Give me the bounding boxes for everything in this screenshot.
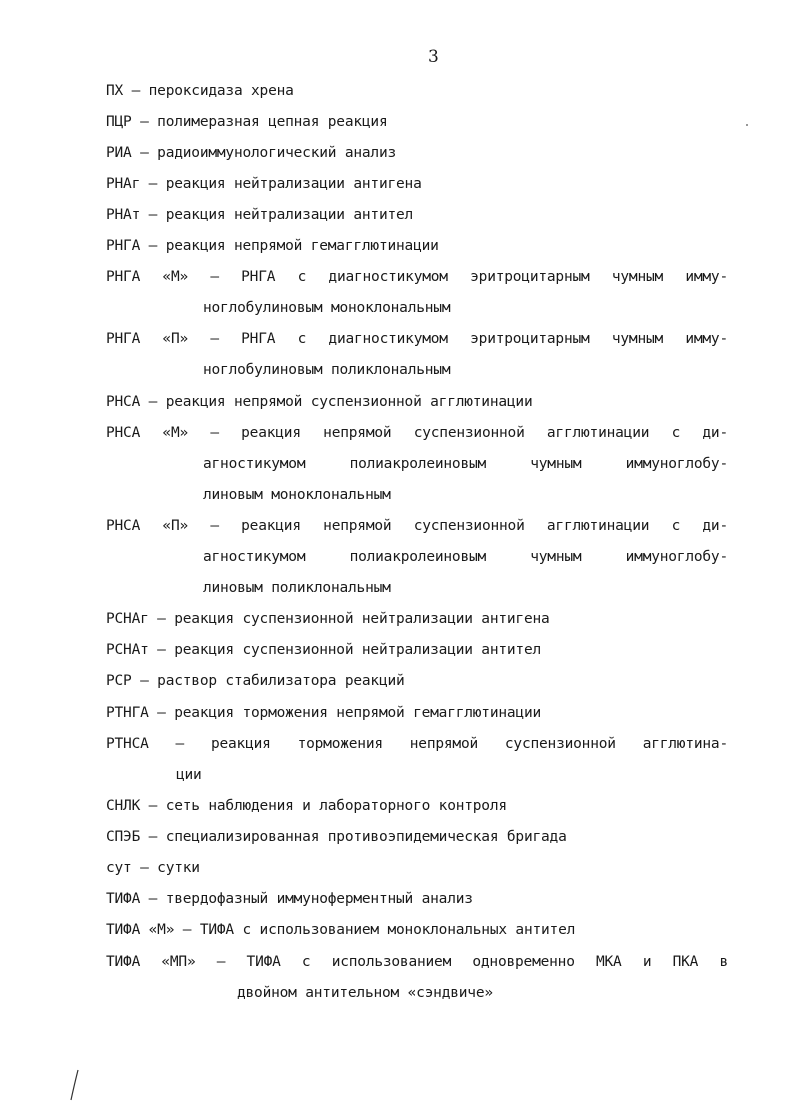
abbreviation-line: РИА – радиоиммунологический анализ: [106, 145, 397, 161]
abbreviation-continuation: ции: [176, 767, 202, 783]
abbreviation-line: СНЛК – сеть наблюдения и лабораторного контроля: [106, 798, 507, 814]
abbreviation-line: РТНСА – реакция торможения непрямой суспензионной агглютина-: [106, 736, 728, 752]
abbreviation-line: ТИФА «МП» – ТИФА с использованием одновременно МКА и ПКА в: [106, 954, 728, 970]
abbreviation-continuation: линовым поликлональным: [203, 580, 391, 596]
abbreviation-continuation: агностикумом полиакролеиновым чумным иммуноглобу-: [203, 456, 728, 472]
abbreviation-continuation: агностикумом полиакролеиновым чумным иммуноглобу-: [203, 549, 728, 565]
abbreviation-line: РНГА «П» – РНГА с диагностикумом эритроцитарным чумным имму-: [106, 331, 728, 347]
abbreviation-line: РНГА «М» – РНГА с диагностикумом эритроцитарным чумным имму-: [106, 269, 728, 285]
abbreviation-continuation: ноглобулиновым поликлональным: [203, 362, 451, 378]
page-number: 3: [428, 47, 439, 67]
abbreviation-continuation: линовым моноклональным: [203, 487, 391, 503]
abbreviation-line: РНСА «М» – реакция непрямой суспензионной агглютинации с ди-: [106, 425, 728, 441]
abbreviation-line: СПЭБ – специализированная противоэпидемическая бригада: [106, 829, 567, 845]
abbreviation-line: РНСА – реакция непрямой суспензионной агглютинации: [106, 394, 533, 410]
abbreviation-line: РНСА «П» – реакция непрямой суспензионной агглютинации с ди-: [106, 518, 728, 534]
scan-speck: [746, 124, 748, 126]
abbreviation-continuation: двойном антительном «сэндвиче»: [237, 985, 493, 1001]
stray-pen-mark: [68, 1068, 82, 1102]
abbreviation-line: РТНГА – реакция торможения непрямой гемагглютинации: [106, 705, 542, 721]
abbreviation-continuation: ноглобулиновым моноклональным: [203, 300, 451, 316]
abbreviation-line: ПЦР – полимеразная цепная реакция: [106, 114, 388, 130]
abbreviation-line: сут – сутки: [106, 860, 200, 876]
abbreviation-line: ТИФА «М» – ТИФА с использованием моноклональных антител: [106, 922, 576, 938]
abbreviation-line: РНАг – реакция нейтрализации антигена: [106, 176, 422, 192]
abbreviation-line: ТИФА – твердофазный иммуноферментный анализ: [106, 891, 473, 907]
abbreviation-line: РСНАт – реакция суспензионной нейтрализации антител: [106, 642, 542, 658]
abbreviation-line: ПХ – пероксидаза хрена: [106, 83, 294, 99]
abbreviation-line: РНГА – реакция непрямой гемагглютинации: [106, 238, 439, 254]
abbreviation-line: РНАт – реакция нейтрализации антител: [106, 207, 414, 223]
abbreviation-line: РСР – раствор стабилизатора реакций: [106, 673, 405, 689]
abbreviation-line: РСНАг – реакция суспензионной нейтрализации антигена: [106, 611, 550, 627]
